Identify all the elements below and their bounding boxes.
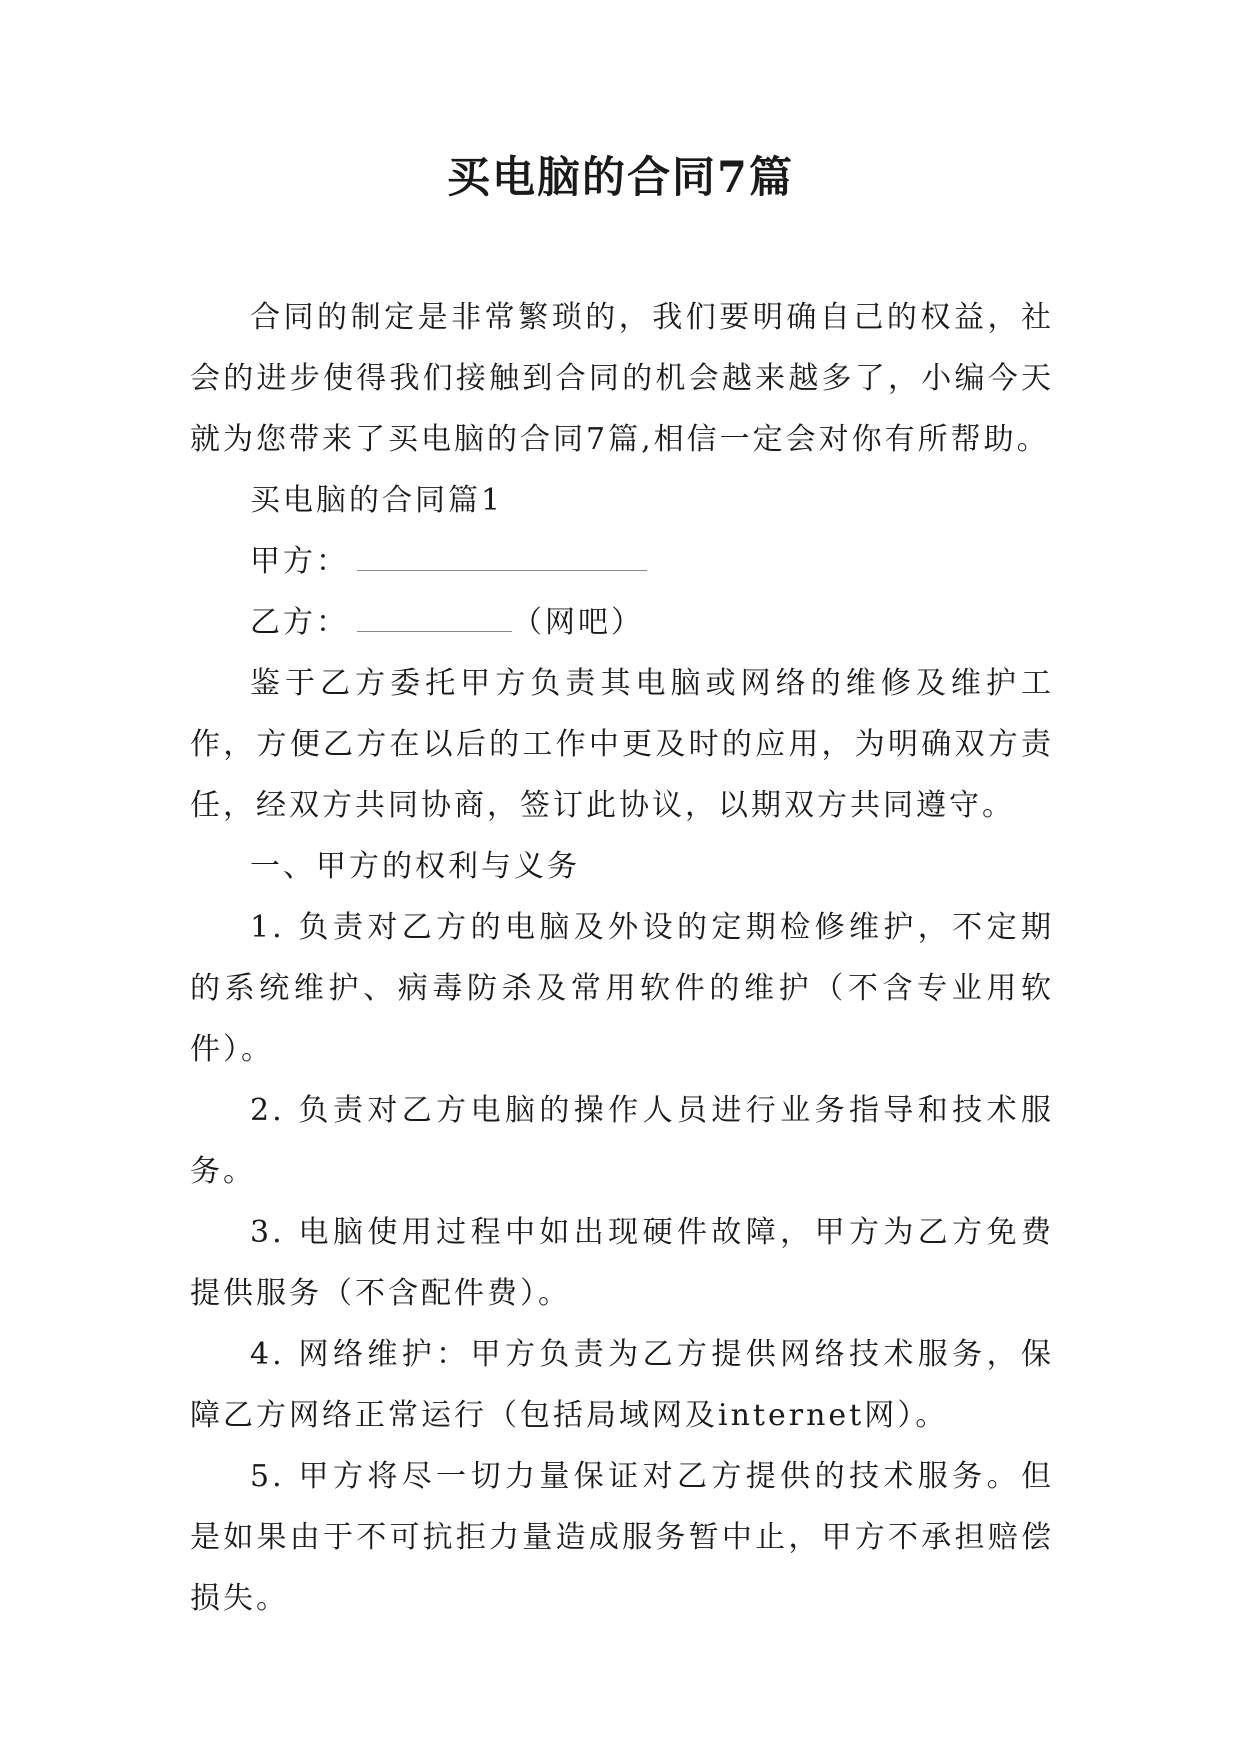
intro-paragraph: 合同的制定是非常繁琐的，我们要明确自己的权益，社会的进步使得我们接触到合同的机会越来越多了，小编今天就为您带来了买电脑的合同7篇,相信一定会对你有所帮助。 bbox=[190, 300, 1054, 457]
party-b-blank bbox=[357, 605, 512, 632]
party-a-label: 甲方： bbox=[250, 544, 349, 579]
clause-item: 5. 甲方将尽一切力量保证对乙方提供的技术服务。但是如果由于不可抗拒力量造成服务暂中止，甲方不承担赔偿损失。 bbox=[190, 1459, 1054, 1616]
clause-item: 1. 负责对乙方的电脑及外设的定期检修维护，不定期的系统维护、病毒防杀及常用软件的维护（不含专业用软件）。 bbox=[190, 910, 1054, 1067]
party-a-blank bbox=[357, 544, 647, 571]
document-body bbox=[190, 287, 1054, 1629]
clause-item: 4. 网络维护：甲方负责为乙方提供网络技术服务，保障乙方网络正常运行（包括局域网及internet网）。 bbox=[190, 1337, 1054, 1433]
party-b-note: （网吧） bbox=[512, 605, 644, 640]
clause-item: 2. 负责对乙方电脑的操作人员进行业务指导和技术服务。 bbox=[190, 1093, 1054, 1189]
clause-item: 3. 电脑使用过程中如出现硬件故障，甲方为乙方免费提供服务（不含配件费）。 bbox=[190, 1215, 1054, 1311]
section-heading: 买电脑的合同篇1 bbox=[250, 483, 504, 518]
party-b-line bbox=[190, 592, 1054, 653]
clause-heading: 一、甲方的权利与义务 bbox=[250, 849, 580, 884]
preamble-paragraph: 鉴于乙方委托甲方负责其电脑或网络的维修及维护工作，方便乙方在以后的工作中更及时的应用，为明确双方责任，经双方共同协商，签订此协议，以期双方共同遵守。 bbox=[190, 666, 1054, 823]
party-b-label: 乙方： bbox=[250, 605, 349, 640]
document-title: 买电脑的合同7篇 bbox=[447, 153, 794, 203]
party-a-line bbox=[190, 531, 1054, 592]
